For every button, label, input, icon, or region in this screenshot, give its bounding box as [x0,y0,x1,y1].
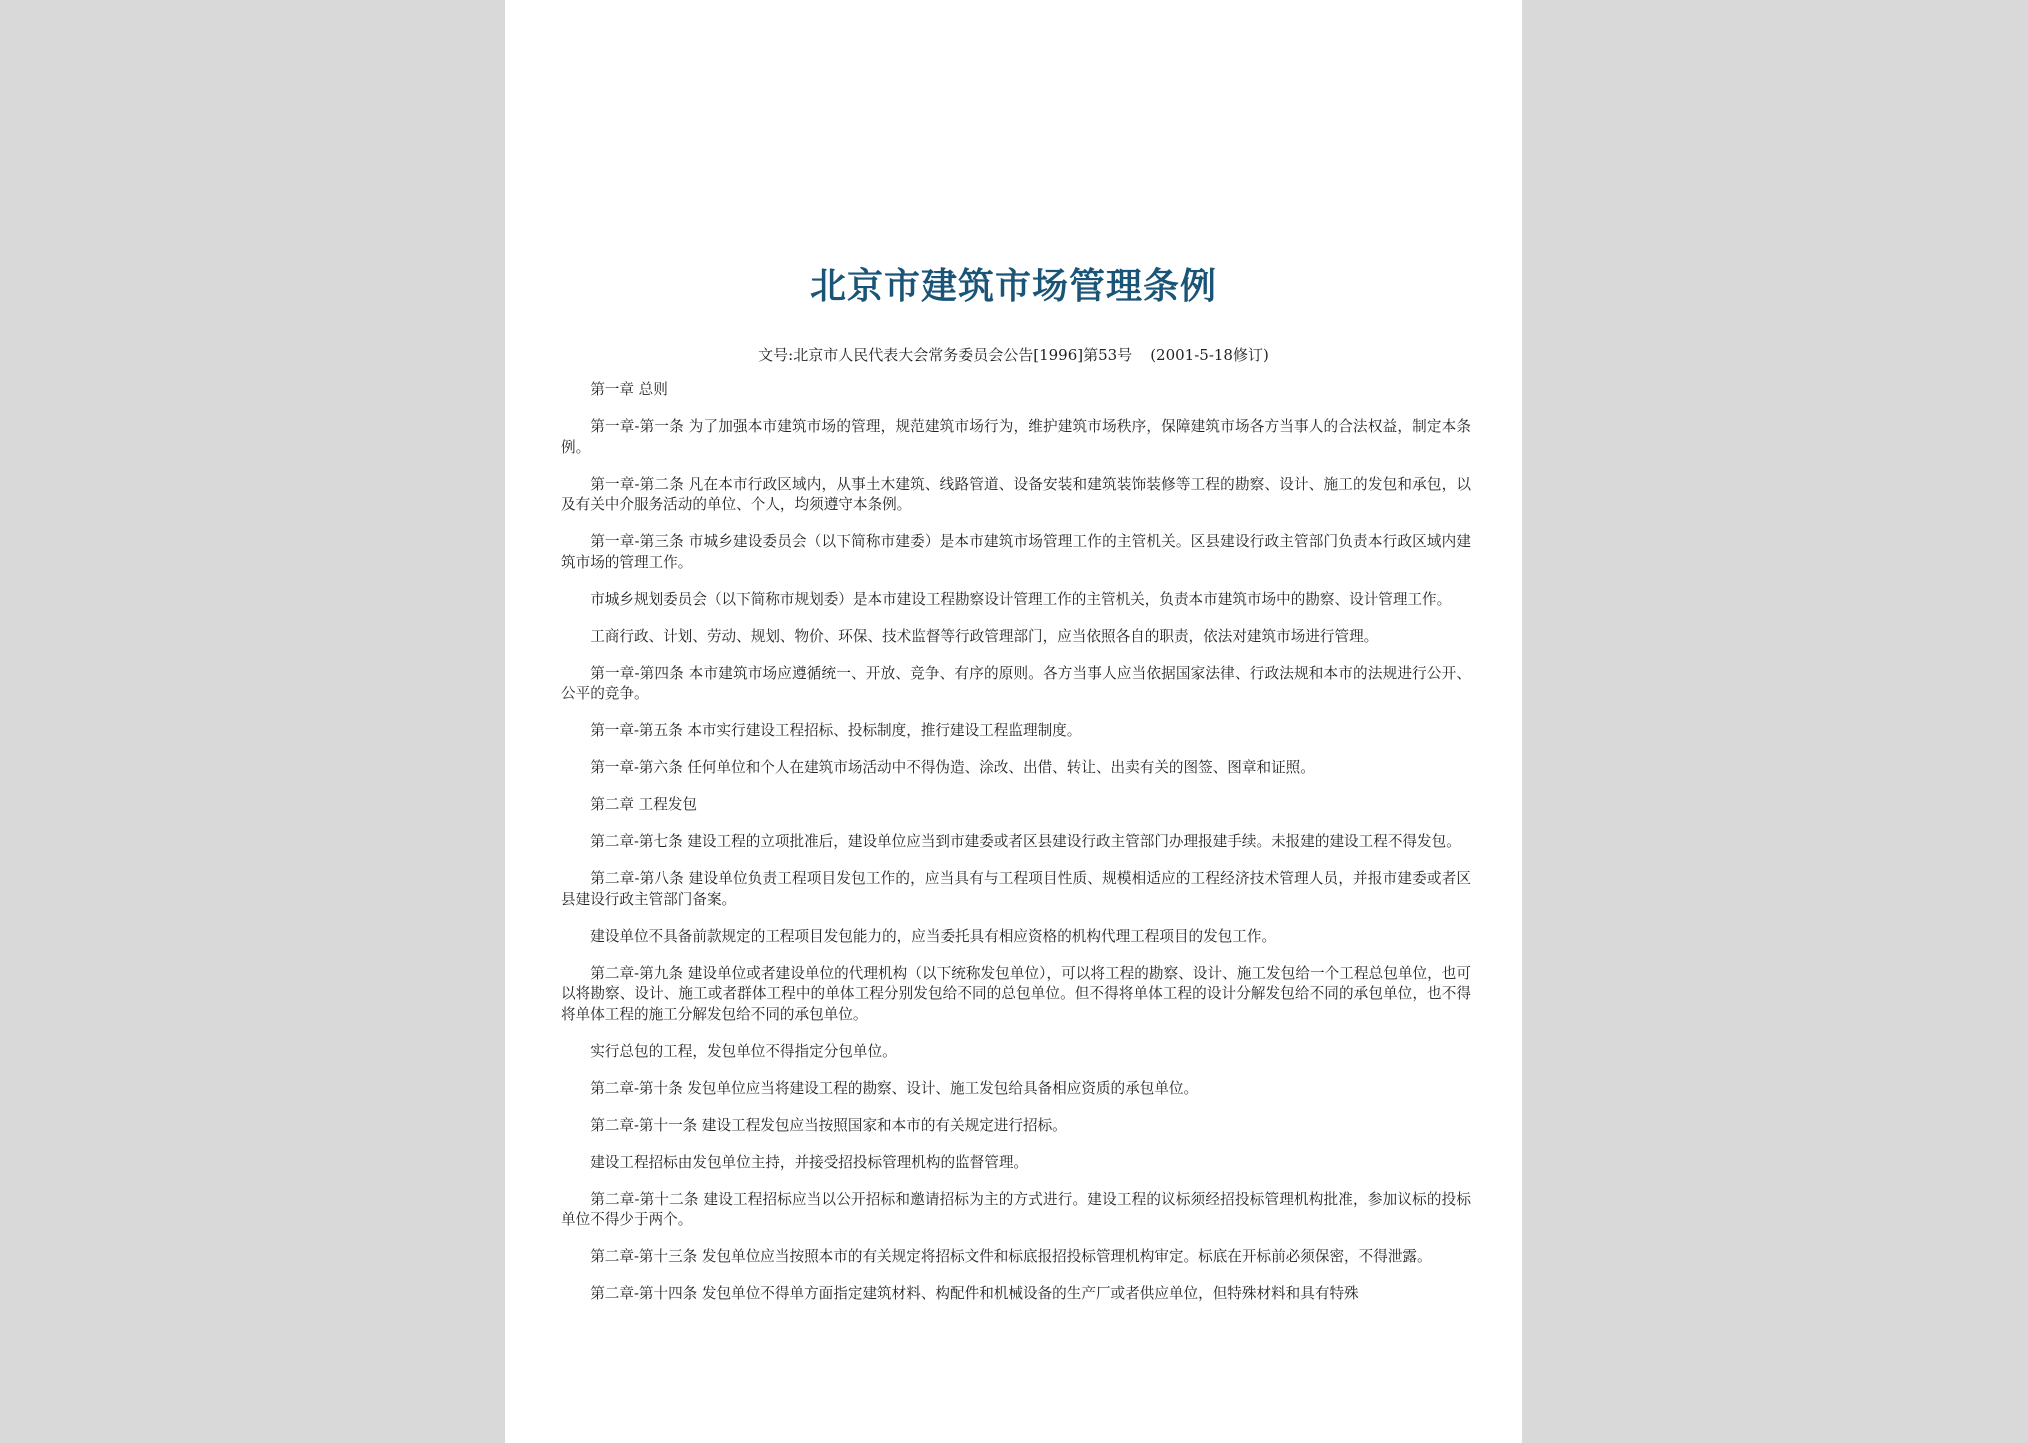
document-page [505,0,1522,1443]
article-paragraph: 第一章-第五条 本市实行建设工程招标、投标制度，推行建设工程监理制度。 [590,722,1082,739]
article-paragraph: 第二章-第十条 发包单位应当将建设工程的勘察、设计、施工发包给具备相应资质的承包单位。 [590,1079,1199,1097]
document-body [561,380,1471,1321]
article-paragraph: 建设单位不具备前款规定的工程项目发包能力的，应当委托具有相应资格的机构代理工程项目的发包工作。 [590,927,1277,945]
article-paragraph: 第一章-第一条 为了加强本市建筑市场的管理，规范建筑市场行为，维护建筑市场秩序，保障建筑市场各方当事人的合法权益，制定本条例。 [561,418,1471,456]
document-number: 文号:北京市人民代表大会常务委员会公告[1996]第53号 [758,346,1133,364]
document-number-line [505,344,1522,366]
article-paragraph: 第二章-第七条 建设工程的立项批准后，建设单位应当到市建委或者区县建设行政主管部门办理报建手续。未报建的建设工程不得发包。 [590,833,1461,850]
chapter-heading: 第二章 工程发包 [590,796,697,813]
article-paragraph: 第二章-第十三条 发包单位应当按照本市的有关规定将招标文件和标底报招投标管理机构审定。标底在开标前必须保密，不得泄露。 [590,1248,1432,1265]
article-paragraph: 第二章-第八条 建设单位负责工程项目发包工作的，应当具有与工程项目性质、规模相适应的工程经济技术管理人员，并报市建委或者区县建设行政主管部门备案。 [561,870,1471,908]
article-paragraph: 第二章-第十一条 建设工程发包应当按照国家和本市的有关规定进行招标。 [590,1116,1067,1134]
article-paragraph: 第二章-第十二条 建设工程招标应当以公开招标和邀请招标为主的方式进行。建设工程的议标须经招投标管理机构批准，参加议标的投标单位不得少于两个。 [561,1190,1471,1228]
article-paragraph: 第一章-第三条 市城乡建设委员会（以下简称市建委）是本市建筑市场管理工作的主管机关。区县建设行政主管部门负责本行政区域内建筑市场的管理工作。 [561,533,1471,571]
article-paragraph: 工商行政、计划、劳动、规划、物价、环保、技术监督等行政管理部门，应当依照各自的职责，依法对建筑市场进行管理。 [590,627,1379,645]
article-paragraph: 第一章-第六条 任何单位和个人在建筑市场活动中不得伪造、涂改、出借、转让、出卖有关的图签、图章和证照。 [590,759,1315,776]
revision-date: (2001-5-18修订) [1150,346,1269,364]
article-paragraph: 建设工程招标由发包单位主持，并接受招投标管理机构的监督管理。 [590,1153,1029,1171]
article-paragraph: 第二章-第十四条 发包单位不得单方面指定建筑材料、构配件和机械设备的生产厂或者供应单位，但特殊材料和具有特殊 [590,1285,1359,1302]
article-paragraph: 第一章-第二条 凡在本市行政区域内，从事土木建筑、线路管道、设备安装和建筑装饰装修等工程的勘察、设计、施工的发包和承包，以及有关中介服务活动的单位、个人，均须遵守本条例。 [561,475,1471,513]
article-paragraph: 实行总包的工程，发包单位不得指定分包单位。 [590,1042,897,1060]
document-title: 北京市建筑市场管理条例 [809,266,1217,307]
article-paragraph: 第二章-第九条 建设单位或者建设单位的代理机构（以下统称发包单位），可以将工程的勘察、设计、施工发包给一个工程总包单位，也可以将勘察、设计、施工或者群体工程中的单体工程分别发包给不同的总包单位。但不得将单体工程的设计分解发包给不同的承包单位，也不得将单体工程的施工分解发包给不同的承包单位。 [561,964,1471,1023]
chapter-heading: 第一章 总则 [590,381,668,398]
article-paragraph: 市城乡规划委员会（以下简称市规划委）是本市建设工程勘察设计管理工作的主管机关，负责本市建筑市场中的勘察、设计管理工作。 [590,590,1452,608]
article-paragraph: 第一章-第四条 本市建筑市场应遵循统一、开放、竞争、有序的原则。各方当事人应当依据国家法律、行政法规和本市的法规进行公开、公平的竞争。 [561,664,1471,702]
